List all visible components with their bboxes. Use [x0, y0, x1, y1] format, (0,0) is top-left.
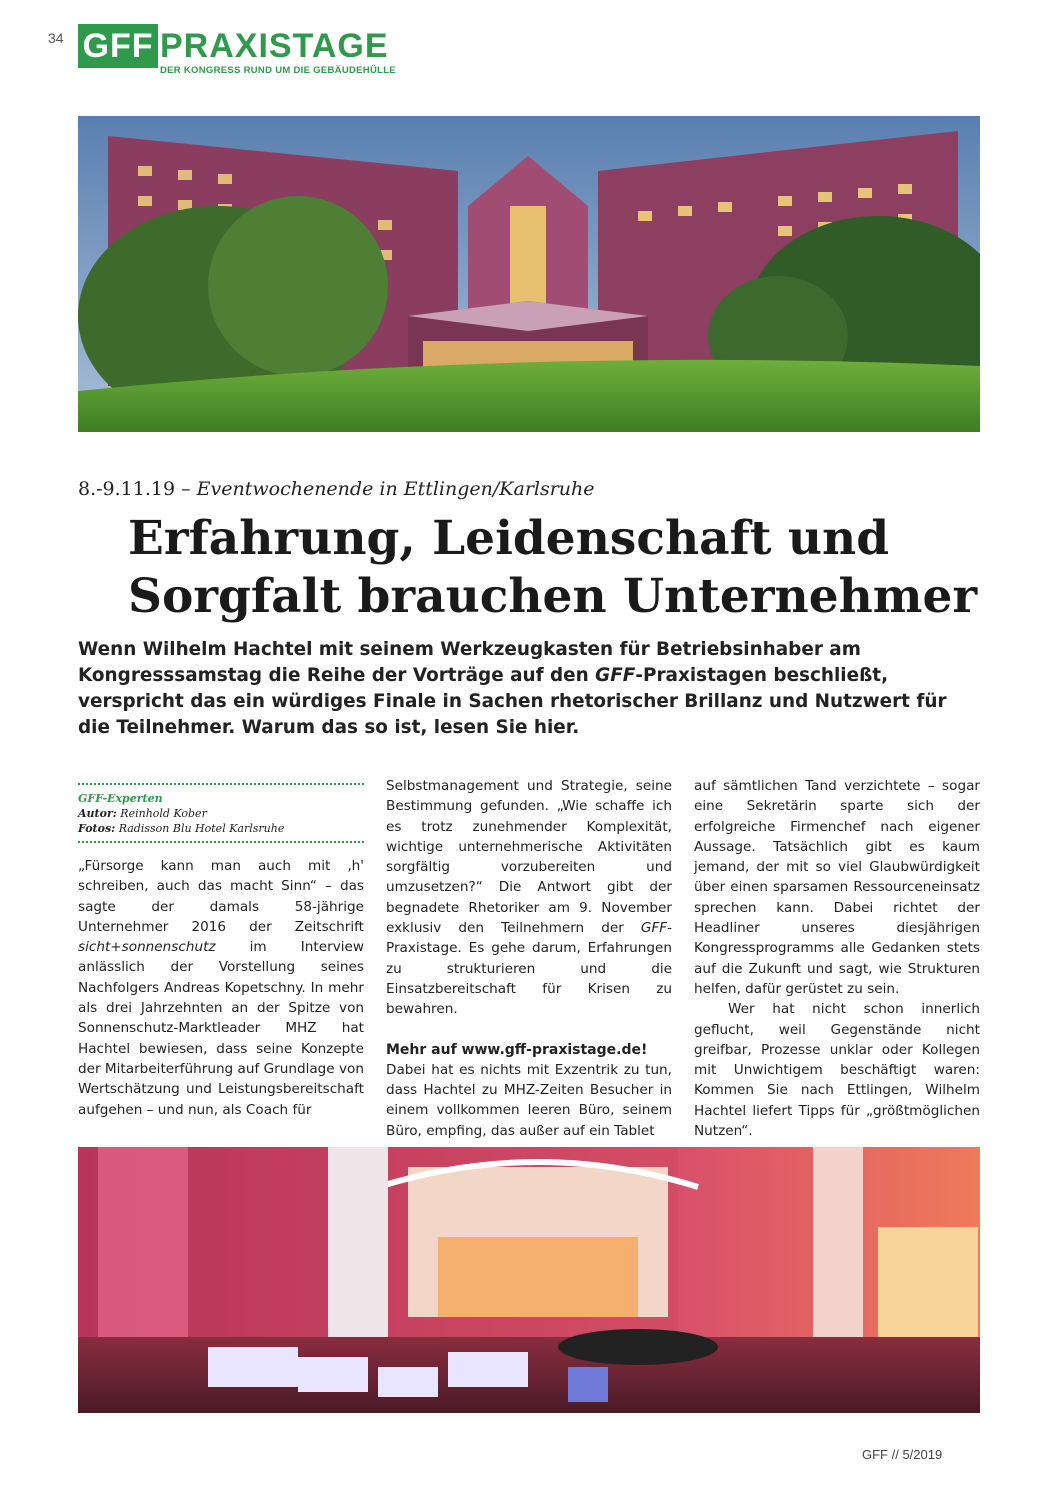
credits-category: GFF-Experten: [78, 792, 163, 805]
logo-subtitle: DER KONGRESS RUND UM DIE GEBÄUDEHÜLLE: [160, 65, 396, 76]
col1-magazine: sicht+sonnenschutz: [78, 939, 216, 956]
footer-issue: GFF // 5/2019: [862, 1447, 943, 1462]
column-2-paragraph-2: Dabei hat es nichts mit Exzentrik zu tun, dass Hachtel zu MHZ-Zeiten Besucher in einem vollkommen leeren Büro, seinem Büro, empfing, das außer auf ein Tablet: [386, 1061, 672, 1139]
column-1-paragraph: [78, 856, 364, 1120]
page-number: 34: [48, 30, 64, 46]
col2-subhead-link[interactable]: Mehr auf www.gff-praxistage.de!: [386, 1041, 648, 1058]
credits-author-name: Reinhold Kober: [116, 807, 207, 820]
lead-text-2: -Praxistagen beschließt, verspricht das ein würdiges Finale in Sachen rhetorischer Brillanz und Nutzwert für die Teilnehmer. Warum das so ist, lesen Sie hier.: [78, 665, 947, 738]
col1-text-2: im Interview anlässlich der Vorstellung seines Nachfolgers Andreas Kopetschny. In mehr als drei Jahrzehnten an der Spitze von Sonnenschutz-Marktleader MHZ hat Hachtel bewiesen, dass seine Konzepte der Mitarbeiterführung auf Grundlage von Wertschätzung und Leistungsbereitschaft aufgehen – und nun, als Coach für: [78, 939, 364, 1118]
kicker-line: [78, 478, 595, 500]
headline-line-2: Sorgfalt brauchen Unternehmer: [128, 569, 978, 624]
headline: [128, 510, 1008, 626]
credits-photos-name: Radisson Blu Hotel Karlsruhe: [115, 822, 285, 835]
column-2: [386, 776, 672, 1141]
credits-photos: [78, 821, 364, 836]
credits-photos-label: Fotos:: [78, 822, 116, 835]
col2-text-2: -Praxistage. Es gehe darum, Erfahrungen zu strukturieren und die Einsatzbereitschaft für Krisen zu bewahren.: [386, 920, 672, 1018]
lead-paragraph: [78, 637, 978, 741]
lead-text-1: Wenn Wilhelm Hachtel mit seinem Werkzeugkasten für Betriebsinhaber am Kongresssamstag die Reihe der Vorträge auf den: [78, 639, 861, 686]
col1-text-1: „Fürsorge kann man auch mit ‚h' schreiben, auch das macht Sinn“ – das sagte der damals 58-jährige Unternehmer 2016 der Zeitschrift: [78, 858, 364, 935]
logo-praxistage: PRAXISTAGE: [160, 27, 389, 65]
column-3-paragraph-2: Wer hat nicht schon innerlich geflucht, weil Gegenstände nicht greifbar, Prozesse unklar oder Kollegen mit Unwichtigem beschäftigt waren: Kommen Sie nach Ettlingen, Wilhelm Hachtel liefert Tipps für „größtmöglichen Nutzen“.: [694, 1001, 980, 1140]
column-3-paragraph-1: auf sämtlichen Tand verzichtete – sogar eine Sekretärin sparte sich der erfolgreiche Firmenchef nach eigener Aussage. Tatsächlich gibt es kaum jemand, der mit so viel Glaubwürdigkeit über einen sparsamen Ressourceneinsatz sprechen kann. Dabei richtet der Headliner unseres diesjährigen Kongressprogramms alle Gedanken stets auf die Zukunft und sagt, wie Strukturen helfen, dafür gerüstet zu sein.: [694, 778, 980, 997]
credits-author-label: Autor:: [78, 807, 117, 820]
column-3: [694, 776, 980, 1141]
column-2-paragraph-1: [386, 776, 672, 1020]
credits-author: [78, 806, 364, 821]
credits-divider-top: [78, 783, 364, 785]
kicker-date: 8.-9.11.19 –: [78, 478, 197, 500]
hotel-interior-photo: [78, 1147, 980, 1413]
hotel-exterior-photo: [78, 116, 980, 432]
column-1: [78, 856, 364, 1120]
kicker-event: Eventwochenende in Ettlingen/Karlsruhe: [196, 478, 595, 500]
col2-gff: GFF: [640, 920, 668, 937]
logo-gff-block: GFF: [78, 24, 158, 68]
lead-gff: GFF: [595, 665, 636, 686]
headline-line-1: Erfahrung, Leidenschaft und: [128, 511, 890, 566]
col2-text-1: Selbstmanagement und Strategie, seine Bestimmung gefunden. „Wie schaffe ich es trotz zunehmender Komplexität, wichtige unternehmerische Aktivitäten sorgfältig vorzubereiten und umzusetzen?“ Die Antwort gibt der begnadete Rhetoriker am 9. November exklusiv den Teilnehmern der: [386, 778, 672, 937]
credits-divider-bottom: [78, 841, 364, 843]
credits-block: [78, 791, 364, 836]
